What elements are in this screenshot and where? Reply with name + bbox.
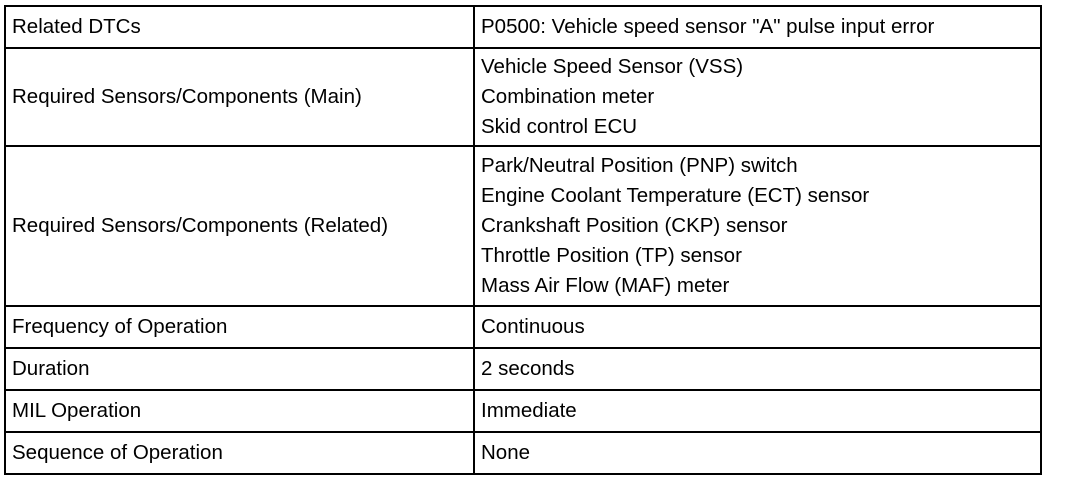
row-value-line: 2 seconds xyxy=(481,357,575,380)
row-value-line: Immediate xyxy=(481,399,577,422)
monitor-spec-table xyxy=(4,5,1042,475)
row-value-line: Crankshaft Position (CKP) sensor xyxy=(481,214,788,237)
table-row-required-related xyxy=(5,146,1041,306)
row-label: Required Sensors/Components (Main) xyxy=(5,48,474,146)
row-value-line: Continuous xyxy=(481,315,585,338)
row-value-line: Vehicle Speed Sensor (VSS) xyxy=(481,55,744,78)
row-value xyxy=(474,146,1041,306)
table-row-mil-operation xyxy=(5,390,1041,432)
row-value-line: Throttle Position (TP) sensor xyxy=(481,244,742,267)
table-row-related-dtcs xyxy=(5,6,1041,48)
row-value xyxy=(474,348,1041,390)
row-value-line: Park/Neutral Position (PNP) switch xyxy=(481,154,798,177)
row-label: Frequency of Operation xyxy=(5,306,474,348)
row-label: MIL Operation xyxy=(5,390,474,432)
row-value-line: Skid control ECU xyxy=(481,115,638,138)
row-value-line: P0500: Vehicle speed sensor "A" pulse input error xyxy=(481,15,935,38)
row-value xyxy=(474,48,1041,146)
row-value xyxy=(474,432,1041,474)
table-row-frequency xyxy=(5,306,1041,348)
row-label: Related DTCs xyxy=(5,6,474,48)
table-row-required-main xyxy=(5,48,1041,146)
row-value xyxy=(474,306,1041,348)
table-row-sequence xyxy=(5,432,1041,474)
row-value xyxy=(474,390,1041,432)
table-row-duration xyxy=(5,348,1041,390)
row-label: Required Sensors/Components (Related) xyxy=(5,146,474,306)
row-value xyxy=(474,6,1041,48)
row-label: Sequence of Operation xyxy=(5,432,474,474)
row-value-line: Combination meter xyxy=(481,85,655,108)
row-label: Duration xyxy=(5,348,474,390)
row-value-line: None xyxy=(481,441,531,464)
row-value-line: Engine Coolant Temperature (ECT) sensor xyxy=(481,184,870,207)
row-value-line: Mass Air Flow (MAF) meter xyxy=(481,274,730,297)
